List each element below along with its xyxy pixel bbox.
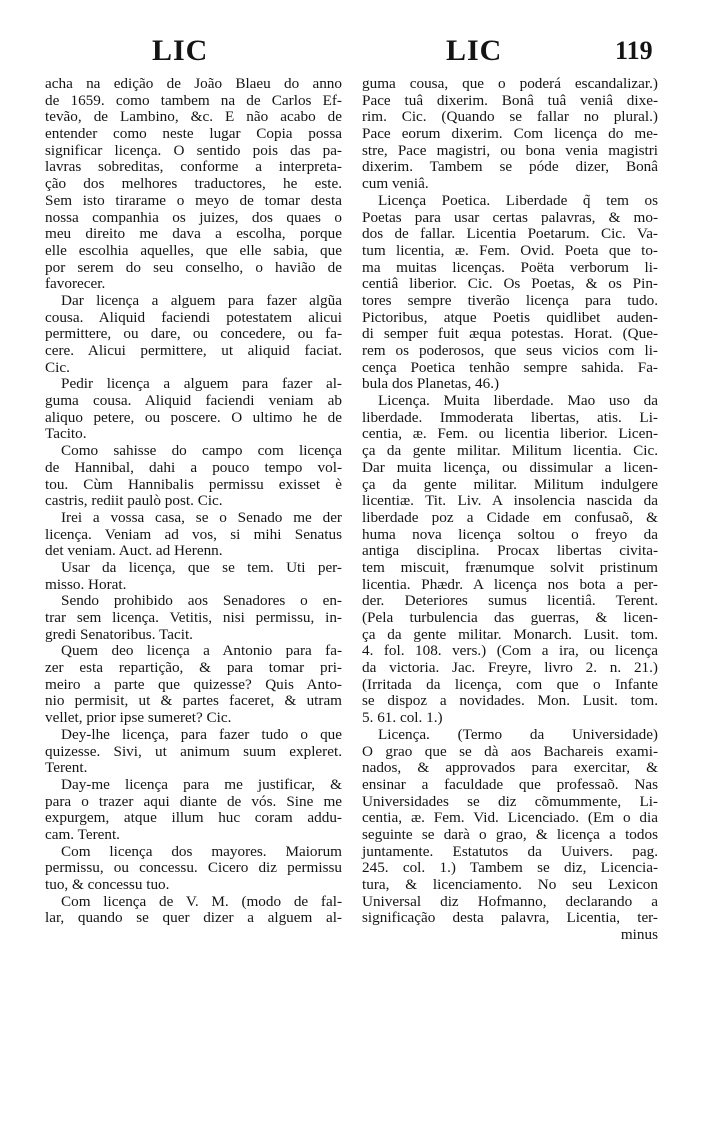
text-line: Dey-lhe licença, para fazer tudo o que (61, 725, 342, 743)
text-line: Quem deo licença a Antonio para fa- (61, 642, 342, 660)
running-head-right: LIC (446, 34, 503, 67)
text-line: (Irritada da licença, com que o Infante (362, 675, 658, 693)
text-line: aliquo petere, ou poscere. O ultimo he de (45, 408, 342, 426)
text-line: ção dos melhores traductores, he este. (45, 175, 342, 193)
text-line: nossa companhia os juizes, dos quaes o (45, 208, 342, 226)
text-line: trar sem licença. Vetitis, nisi permissu, in- (45, 609, 342, 626)
text-line: Cic. (45, 358, 70, 376)
text-line: dos de fallar. Licentia Poetarum. Cic. Va- (362, 225, 658, 243)
text-line: centiâ liberior. Cic. Os Poetas, & os Pin- (362, 275, 658, 293)
text-line: Pace eorum dixerim. Com licença do me- (362, 125, 658, 143)
text-line: Pictoribus, atque Poetis quidlibet auden- (362, 308, 658, 326)
text-line: cença Poetica tenhão sempre sahida. Fa- (362, 358, 658, 376)
text-line: Pace tuâ dixerim. Bonâ tuâ veniâ dixe- (362, 91, 658, 109)
text-line: juntamente. Estatutos da Uuivers. pag. (362, 842, 658, 860)
text-line: rim. Cic. (Quando se fallar no plural.) (362, 108, 658, 126)
text-line: Licença. Muita liberdade. Mao uso da (378, 392, 658, 410)
text-line: tores sempre tiverão licença para tudo. (362, 291, 658, 309)
text-line: se dispoz a novidades. Mon. Lusit. tom. (362, 692, 658, 710)
text-line: stre, Pace magistri, ou bona venia magistri (362, 141, 658, 159)
text-line: seguinte se darà o grao, & licença a todos (362, 825, 658, 843)
text-line: lavras sobreditas, conforme a interpreta- (45, 158, 342, 176)
text-line: cousa. Aliquid faciendi potestatem alicui (45, 308, 342, 326)
text-line: dixerim. Tambem se póde dizer, Bonâ (362, 158, 658, 176)
text-line: Day-me licença para me justificar, & (61, 775, 342, 793)
text-line: Terent. (45, 759, 88, 777)
text-line: centia, æ. Fem. Vid. Licenciado. (Em o dia (362, 809, 658, 827)
text-line: licentia. Phædr. A licença nos bota a per- (362, 575, 658, 593)
text-line: Licença Poetica. Liberdade q̃ tem os (378, 191, 658, 209)
text-line: liberdade. Immoderata libertas, atis. Li- (362, 408, 658, 426)
text-line: ça da gente militar. Militum licentia. Cic. (362, 442, 658, 460)
text-line: nados, & approvados para exercitar, & (362, 759, 658, 777)
text-line: zer esta repartição, & para tomar pri- (45, 659, 342, 677)
text-line: ensinar a faculdade que professaõ. Nas (362, 775, 658, 793)
text-line: castris, rediit paulò post. Cic. (45, 492, 223, 510)
text-line: minus (620, 926, 658, 944)
text-line: Licença. (Termo da Universidade) (378, 725, 658, 743)
text-line: de Hannibal, dahi a pouco tempo vol- (45, 458, 342, 476)
text-line: Tacito. (45, 425, 87, 443)
text-line: Dar muita licença, ou dissimular a licen- (362, 458, 658, 476)
text-line: Como sahisse do campo com licença (61, 442, 342, 460)
text-line: licentiæ. Tit. Liv. A insolencia nascida da (362, 492, 658, 510)
text-line: lar, quando se quer dizer a alguem al- (45, 909, 342, 927)
text-line: licença. Veniam ad vos, si mihi Senatus (45, 525, 342, 543)
text-line: Dar licença a alguem para fazer algũa (61, 291, 342, 309)
text-line: tura, & licenciamento. No seu Lexicon (362, 876, 658, 893)
text-line: Pedir licença a alguem para fazer al- (61, 375, 342, 393)
text-line: entender como neste lugar Copia possa (45, 125, 342, 143)
text-line: Poetas para usar certas palavras, & mo- (362, 208, 658, 226)
text-line: de 1659. como tambem na de Carlos Ef- (45, 91, 342, 109)
text-line: tou. Cùm Hannibalis permissu exisset è (45, 475, 342, 493)
text-line: meiro a parte que quizesse? Quis Anto- (45, 675, 342, 693)
text-line: di semper fuit æqua potestas. Horat. (Que- (362, 325, 658, 343)
text-line: det veniam. Auct. ad Herenn. (45, 542, 223, 560)
text-line: guma cousa, que o poderá escandalizar.) (362, 75, 658, 92)
text-line: Com licença dos mayores. Maiorum (61, 842, 342, 860)
text-line: Universidades se diz cõmummente, Li- (362, 792, 658, 810)
text-line: tum licentia, æ. Fem. Ovid. Poeta que to- (362, 241, 658, 259)
text-line: ça da gente militar. Militum indulgere (362, 475, 658, 493)
text-line: tevão, de Lambino, &c. E não acabo de (45, 108, 342, 126)
text-line: rem os poderosos, que seus vicios com li- (362, 342, 658, 359)
text-line: acha na edição de João Blaeu do anno (45, 75, 342, 92)
text-line: ma muitas licenças. Poëta verborum li- (362, 258, 658, 276)
text-line: Com licença de V. M. (modo de fal- (61, 892, 342, 910)
text-line: expurgem, atque illum huc coram addu- (45, 809, 342, 827)
text-line: O grao que se dà aos Bachareis exami- (362, 742, 658, 760)
text-line: guma cousa. Aliquid faciendi veniam ab (45, 392, 342, 410)
text-line: significação desta palavra, Licentia, ter- (362, 909, 658, 927)
running-head-left: LIC (152, 34, 209, 67)
text-line: antiga disciplina. Procax libertas civita- (362, 542, 658, 560)
text-line: centia, æ. Fem. ou licentia liberior. Licen- (362, 425, 658, 443)
text-line: nio permisit, ut & partes faceret, & utram (45, 692, 342, 710)
text-line: (Pela turbulencia das guerras, & licen- (362, 609, 658, 626)
text-line: cere. Alicui permittere, ut aliquid faciat. (45, 342, 342, 359)
text-line: cam. Terent. (45, 825, 120, 843)
text-line: quizesse. Sivi, ut animum suum expleret. (45, 742, 342, 760)
text-line: Universal diz Hofmanno, declarando a (362, 892, 658, 910)
text-line: liberdade poz a Cidade em confusaõ, & (362, 508, 658, 526)
text-line: vellet, prior ipse sumeret? Cic. (45, 709, 232, 727)
text-line: tem miscuit, frænumque solvit pristinum (362, 558, 658, 576)
text-line: misso. Horat. (45, 575, 127, 593)
text-line: por serem do seu conselho, o havião de (45, 258, 342, 276)
right-column (362, 76, 658, 944)
text-line: significar licença. O sentido pois das pa- (45, 141, 342, 159)
text-line: 4. fol. 108. vers.) (Com a ira, ou licença (362, 642, 658, 660)
text-line: permittere, ou dare, ou concedere, ou fa- (45, 325, 342, 343)
text-line: Irei a vossa casa, se o Senado me der (61, 508, 342, 526)
text-line: Usar da licença, que se tem. Uti per- (61, 558, 342, 576)
page-number: 119 (615, 36, 653, 65)
text-line: permissu, ou concessu. Cicero diz permissu (45, 859, 342, 877)
text-line: gredi Senatoribus. Tacit. (45, 625, 193, 643)
text-line: 5. 61. col. 1.) (362, 709, 443, 727)
text-line: favorecer. (45, 275, 106, 293)
left-column (45, 76, 342, 927)
text-line: da victoria. Jac. Freyre, livro 2. n. 21.) (362, 659, 658, 677)
text-line: meu direito me dava a escolha, porque (45, 225, 342, 243)
text-line: Sem isto tirarame o meyo de tomar desta (45, 191, 342, 209)
text-line: huma nova licença soltou o freyo da (362, 525, 658, 543)
text-line: tuo, & concessu tuo. (45, 876, 170, 893)
text-line: der. Deteriores sumus licentiâ. Terent. (362, 592, 658, 610)
text-line: 245. col. 1.) Tambem se diz, Licencia- (362, 859, 658, 877)
text-line: elle escolhia aquelles, que elle sabia, que (45, 241, 342, 259)
text-line: cum veniâ. (362, 175, 429, 193)
text-line: Sendo prohibido aos Senadores o en- (61, 592, 342, 610)
text-line: bula dos Planetas, 46.) (362, 375, 500, 393)
text-line: ça da gente militar. Monarch. Lusit. tom. (362, 625, 658, 643)
text-line: para o trazer aqui diante de vós. Sine me (45, 792, 342, 810)
